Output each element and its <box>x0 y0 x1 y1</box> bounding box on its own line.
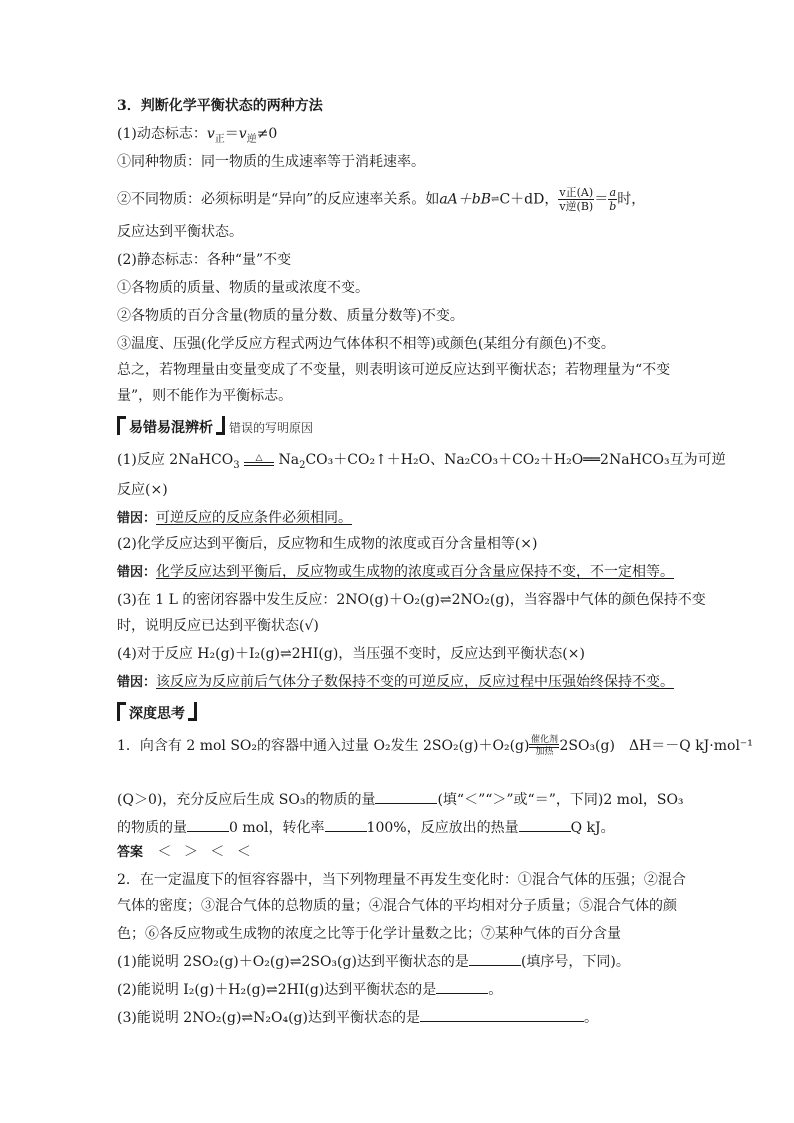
summary-line-2: 量”，则不能作为平衡标志。 <box>117 388 293 404</box>
deep-section-tag: 深度思考 <box>117 702 197 723</box>
error-q2: (2)化学反应达到平衡后，反应物和生成物的浓度或百分含量相等(×) <box>117 536 538 552</box>
static-item-2: ②各物质的百分含量(物质的量分数、质量分数等)不变。 <box>117 308 464 324</box>
catalyst-condition: 催化剂 加热 <box>530 735 558 757</box>
deep-q2-sub-2: (2)能说明 I₂(g)＋H₂(g)⇌2HI(g)达到平衡状态的是 。 <box>117 978 502 1000</box>
answer-blank-7[interactable] <box>420 1006 584 1022</box>
deep-q1-line-2: (Q＞0)，充分反应后生成 SO₃的物质的量 (填“＜”“＞”或“＝”，下同)2 mol，SO₃ <box>117 788 684 810</box>
static-item-1: ①各物质的质量、物质的量或浓度不变。 <box>117 280 369 296</box>
error-a2: 错因：化学反应达到平衡后，反应物或生成物的浓度或百分含量应保持不变，不一定相等。 <box>117 564 675 580</box>
deep-q2-line-2: 气体的密度；③混合气体的总物质的量；④混合气体的平均相对分子质量；⑤混合气体的颜 <box>117 898 677 914</box>
error-q3: (3)在 1 L 的密闭容器中发生反应：2NO(g)＋O₂(g)⇌2NO₂(g)，当容器中气体的颜色保持不变 <box>117 592 706 608</box>
deep-q2-sub-1: (1)能说明 2SO₂(g)＋O₂(g)⇌2SO₃(g)达到平衡状态的是 (填序号，下同)。 <box>117 950 630 972</box>
dynamic-item-2-cont: 反应达到平衡状态。 <box>117 224 243 240</box>
coefficient-fraction: $\frac{a}{b}$ <box>609 186 617 213</box>
answer-blank-5[interactable] <box>469 950 521 966</box>
section-title: 3．判断化学平衡状态的两种方法 <box>117 98 323 114</box>
static-heading: (2)静态标志：各种“量”不变 <box>117 252 292 268</box>
dynamic-heading: (1)动态标志：$v_正=v_逆\ne 0$ <box>117 126 278 145</box>
dynamic-item-2: ②不同物质：必须标明是“异向”的反应速率关系。如aA＋bB⇌C＋dD， $\frac{\text{v正(A)}}{\text{v逆(B)}}$ ＝ $\frac{a}{b}$ 时， <box>117 186 646 213</box>
deep-q2-sub-3: (3)能说明 2NO₂(g)⇌N₂O₄(g)达到平衡状态的是 。 <box>117 1006 598 1028</box>
deep-q2-line-1: 2．在一定温度下的恒容容器中，当下列物理量不再发生变化时：①混合气体的压强；②混合 <box>117 872 686 888</box>
answer-blank-3[interactable] <box>325 816 367 832</box>
bracket-left-icon <box>117 702 126 721</box>
answer-blank-4[interactable] <box>519 816 571 832</box>
deep-q2-line-3: 色；⑥各反应物或生成物的浓度之比等于化学计量数之比；⑦某种气体的百分含量 <box>117 926 621 942</box>
error-a1: 错因：可逆反应的反应条件必须相同。 <box>117 510 353 526</box>
static-item-3: ③温度、压强(化学反应方程式两边气体体积不相等)或颜色(某组分有颜色)不变。 <box>117 336 615 352</box>
rate-fraction: $\frac{\text{v正(A)}}{\text{v逆(B)}}$ <box>559 186 594 213</box>
bracket-left-icon <box>117 416 126 435</box>
error-q1-cont: 反应(×) <box>117 482 168 498</box>
answer-1: ＜ <box>157 844 172 860</box>
error-q4: (4)对于反应 H₂(g)＋I₂(g)⇌2HI(g)，当压强不变时，反应达到平衡状态(×) <box>117 646 585 662</box>
bracket-right-icon <box>188 702 197 721</box>
error-q1: (1)反应 2NaHCO$_3$ △ $Na_2CO_3+CO_2↑+H_2O$、Na₂CO₃＋CO₂＋H₂O══2NaHCO₃互为可逆 <box>117 452 726 471</box>
answer-blank-6[interactable] <box>436 978 488 994</box>
summary-line-1: 总之，若物理量由变量变成了不变量，则表明该可逆反应达到平衡状态；若物理量为“不变 <box>117 362 671 378</box>
equilibrium-arrow-icon: ⇌ <box>491 194 500 205</box>
deep-q1-line-3: 的物质的量 0 mol，转化率 100%，反应放出的热量 Q kJ。 <box>117 816 615 838</box>
deep-q1-line-1: 1．向含有 2 mol SO₂的容器中通入过量 O₂发生 2SO₂(g)＋O₂(g)催化剂 加热 2SO₃(g) ΔH＝－Q kJ·mol⁻¹ <box>117 735 753 757</box>
bracket-right-icon <box>216 416 225 435</box>
heat-condition: △ <box>244 454 274 466</box>
error-a4: 错因：该反应为反应前后气体分子数保持不变的可逆反应，反应过程中压强始终保持不变。 <box>117 674 675 690</box>
answer-4: ＜ <box>236 844 251 860</box>
answer-blank-1[interactable] <box>375 788 437 804</box>
answer-blank-2[interactable] <box>187 816 229 832</box>
dynamic-item-1: ①同种物质：同一物质的生成速率等于消耗速率。 <box>117 154 425 170</box>
deep-answer: 答案 ＜ ＞ ＜ ＜ <box>117 844 251 860</box>
error-q3-cont: 时，说明反应已达到平衡状态(√) <box>117 618 319 634</box>
answer-2: ＞ <box>183 844 198 860</box>
answer-3: ＜ <box>210 844 225 860</box>
error-section-tag: 易错易混辨析 错误的写明原因 <box>117 416 313 437</box>
